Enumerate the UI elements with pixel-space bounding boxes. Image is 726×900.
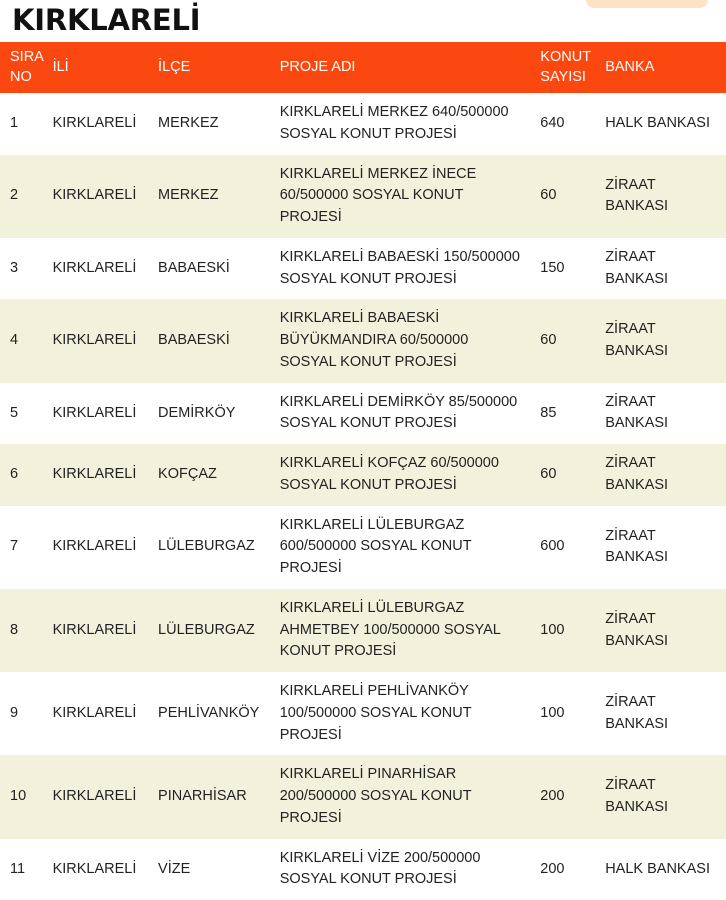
table-row <box>0 93 726 155</box>
cell-sira_no: 5 <box>0 383 43 445</box>
column-header-konut-sayisi: KONUT SAYISI <box>532 42 599 93</box>
cell-proje_adi: KIRKLARELİ DEMİRKÖY 85/500000 SOSYAL KONUT PROJESİ <box>272 383 533 445</box>
cell-banka: ZİRAAT BANKASI <box>599 299 726 382</box>
cell-sira_no: 1 <box>0 93 43 155</box>
cell-ilce: LÜLEBURGAZ <box>150 506 272 589</box>
cell-ili: KIRKLARELİ <box>43 383 150 445</box>
cell-ili: KIRKLARELİ <box>43 672 150 755</box>
cell-banka: ZİRAAT BANKASI <box>599 444 726 506</box>
cell-ilce: PINARHİSAR <box>150 755 272 838</box>
cell-ilce: BABAESKİ <box>150 238 272 300</box>
table-row <box>0 839 726 900</box>
cell-proje_adi: KIRKLARELİ LÜLEBURGAZ 600/500000 SOSYAL KONUT PROJESİ <box>272 506 533 589</box>
column-header-sira-no: SIRA NO <box>0 42 43 93</box>
cell-proje_adi: KIRKLARELİ BABAESKİ 150/500000 SOSYAL KONUT PROJESİ <box>272 238 533 300</box>
cell-sira_no: 3 <box>0 238 43 300</box>
cell-ili: KIRKLARELİ <box>43 238 150 300</box>
cell-proje_adi: KIRKLARELİ LÜLEBURGAZ AHMETBEY 100/500000 SOSYAL KONUT PROJESİ <box>272 589 533 672</box>
table-row <box>0 506 726 589</box>
housing-projects-table-container <box>0 42 726 900</box>
table-header <box>0 42 726 93</box>
cell-konut_sayisi: 200 <box>532 839 599 900</box>
cell-ili: KIRKLARELİ <box>43 506 150 589</box>
cell-konut_sayisi: 60 <box>532 444 599 506</box>
cell-proje_adi: KIRKLARELİ MERKEZ İNECE 60/500000 SOSYAL KONUT PROJESİ <box>272 155 533 238</box>
cell-konut_sayisi: 60 <box>532 299 599 382</box>
cell-banka: ZİRAAT BANKASI <box>599 589 726 672</box>
cell-proje_adi: KIRKLARELİ VİZE 200/500000 SOSYAL KONUT PROJESİ <box>272 839 533 900</box>
cell-ilce: PEHLİVANKÖY <box>150 672 272 755</box>
column-header-ili: İLİ <box>43 42 150 93</box>
cell-ili: KIRKLARELİ <box>43 755 150 838</box>
cell-konut_sayisi: 600 <box>532 506 599 589</box>
cell-konut_sayisi: 200 <box>532 755 599 838</box>
cell-konut_sayisi: 85 <box>532 383 599 445</box>
column-header-proje-adi: PROJE ADI <box>272 42 533 93</box>
cell-ili: KIRKLARELİ <box>43 155 150 238</box>
cell-proje_adi: KIRKLARELİ MERKEZ 640/500000 SOSYAL KONUT PROJESİ <box>272 93 533 155</box>
cell-ilce: BABAESKİ <box>150 299 272 382</box>
table-row <box>0 299 726 382</box>
table-row <box>0 155 726 238</box>
cell-sira_no: 8 <box>0 589 43 672</box>
cell-proje_adi: KIRKLARELİ PEHLİVANKÖY 100/500000 SOSYAL KONUT PROJESİ <box>272 672 533 755</box>
cell-proje_adi: KIRKLARELİ KOFÇAZ 60/500000 SOSYAL KONUT PROJESİ <box>272 444 533 506</box>
cell-ilce: VİZE <box>150 839 272 900</box>
cell-konut_sayisi: 100 <box>532 589 599 672</box>
table-row <box>0 589 726 672</box>
cell-ilce: MERKEZ <box>150 155 272 238</box>
cell-konut_sayisi: 640 <box>532 93 599 155</box>
cell-banka: ZİRAAT BANKASI <box>599 383 726 445</box>
page-title: KIRKLARELİ <box>12 3 201 37</box>
cell-banka: HALK BANKASI <box>599 839 726 900</box>
table-header-row <box>0 42 726 93</box>
cell-banka: ZİRAAT BANKASI <box>599 672 726 755</box>
table-row <box>0 444 726 506</box>
table-row <box>0 383 726 445</box>
housing-projects-table <box>0 42 726 900</box>
cell-konut_sayisi: 150 <box>532 238 599 300</box>
cell-konut_sayisi: 100 <box>532 672 599 755</box>
cell-sira_no: 4 <box>0 299 43 382</box>
cell-konut_sayisi: 60 <box>532 155 599 238</box>
cell-ilce: LÜLEBURGAZ <box>150 589 272 672</box>
cell-sira_no: 6 <box>0 444 43 506</box>
cell-ilce: KOFÇAZ <box>150 444 272 506</box>
cell-sira_no: 2 <box>0 155 43 238</box>
cell-sira_no: 9 <box>0 672 43 755</box>
column-header-banka: BANKA <box>599 42 726 93</box>
cell-ilce: DEMİRKÖY <box>150 383 272 445</box>
column-header-ilce: İLÇE <box>150 42 272 93</box>
cell-sira_no: 7 <box>0 506 43 589</box>
cell-ili: KIRKLARELİ <box>43 589 150 672</box>
cell-banka: ZİRAAT BANKASI <box>599 755 726 838</box>
table-row <box>0 238 726 300</box>
table-row <box>0 755 726 838</box>
cell-banka: ZİRAAT BANKASI <box>599 238 726 300</box>
cell-ili: KIRKLARELİ <box>43 299 150 382</box>
cell-sira_no: 11 <box>0 839 43 900</box>
cell-proje_adi: KIRKLARELİ PINARHİSAR 200/500000 SOSYAL KONUT PROJESİ <box>272 755 533 838</box>
top-decorative-pill <box>586 0 708 8</box>
table-row <box>0 672 726 755</box>
cell-ilce: MERKEZ <box>150 93 272 155</box>
cell-banka: ZİRAAT BANKASI <box>599 155 726 238</box>
table-body <box>0 93 726 900</box>
cell-ili: KIRKLARELİ <box>43 93 150 155</box>
cell-ili: KIRKLARELİ <box>43 839 150 900</box>
cell-banka: HALK BANKASI <box>599 93 726 155</box>
cell-banka: ZİRAAT BANKASI <box>599 506 726 589</box>
cell-proje_adi: KIRKLARELİ BABAESKİ BÜYÜKMANDIRA 60/500000 SOSYAL KONUT PROJESİ <box>272 299 533 382</box>
cell-sira_no: 10 <box>0 755 43 838</box>
cell-ili: KIRKLARELİ <box>43 444 150 506</box>
